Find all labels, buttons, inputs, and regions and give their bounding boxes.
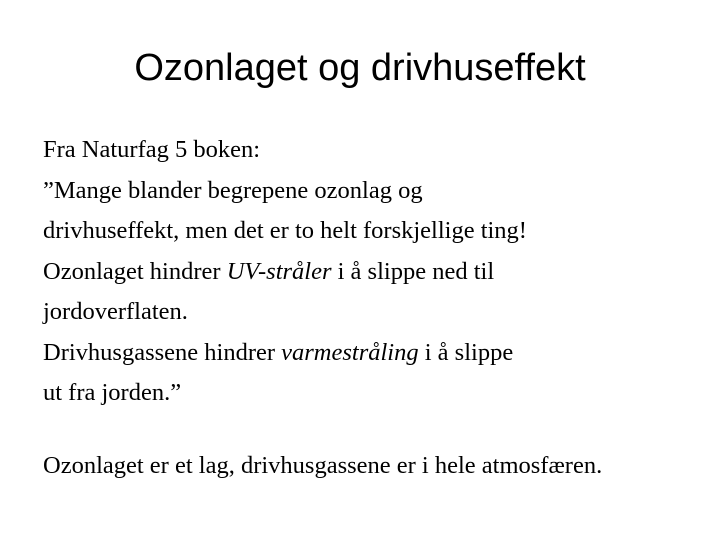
- body-line-source: Fra Naturfag 5 boken:: [43, 136, 261, 163]
- body-line-summary: Ozonlaget er et lag, drivhusgassene er i hele atmosfæren.: [43, 451, 603, 479]
- body-line-surface: jordoverflaten.: [43, 298, 188, 325]
- body-line-ozone: [43, 252, 703, 293]
- body-line-quote-start: ”Mange blander begrepene ozonlag og: [43, 176, 423, 204]
- paragraph-gap: [43, 414, 703, 446]
- ozone-text-post: i å slippe ned til: [331, 257, 495, 285]
- uv-term: UV-stråler: [226, 257, 332, 285]
- slide-body: [43, 130, 703, 486]
- slide-title: Ozonlaget og drivhuseffekt: [134, 47, 586, 89]
- body-line-greenhouse: [43, 333, 703, 374]
- body-line-quote-2: drivhuseffekt, men det er to helt forskjellige ting!: [43, 217, 527, 244]
- greenhouse-text-post: i å slippe: [418, 338, 514, 366]
- body-line-quote-end: ut fra jorden.”: [43, 379, 182, 406]
- greenhouse-text-pre: Drivhusgassene hindrer: [43, 338, 282, 366]
- heat-radiation-term: varmestråling: [281, 338, 419, 366]
- ozone-text-pre: Ozonlaget hindrer: [43, 257, 227, 285]
